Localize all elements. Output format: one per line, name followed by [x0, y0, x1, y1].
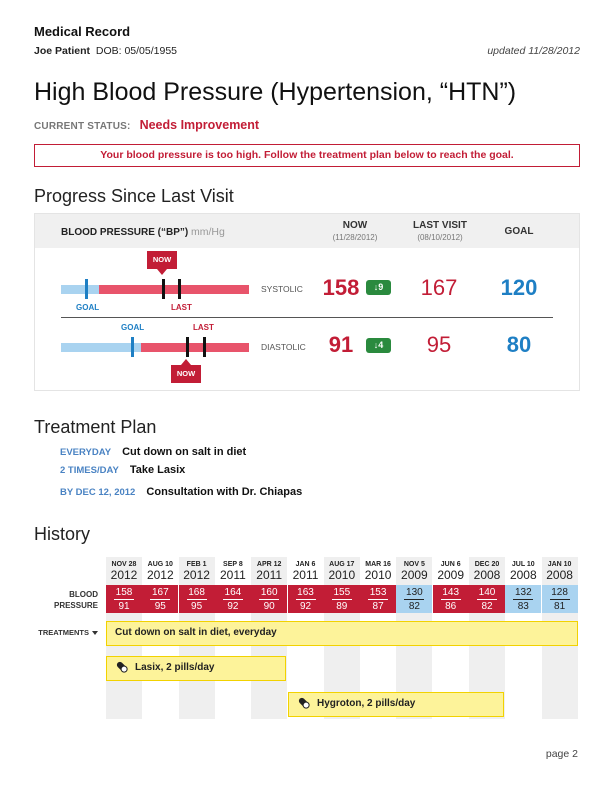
history-date — [324, 561, 360, 582]
systolic-high-range — [99, 285, 249, 294]
col-now — [325, 220, 385, 242]
history-date — [433, 561, 469, 582]
treatment-item — [60, 446, 246, 458]
history-systolic: 130 — [406, 587, 423, 598]
treatment-bar-lasix — [106, 656, 286, 681]
history-systolic: 168 — [188, 587, 205, 598]
status-label: CURRENT STATUS: — [34, 121, 131, 132]
treatments-toggle[interactable] — [34, 628, 98, 637]
page-number: page 2 — [545, 748, 578, 760]
fraction-line — [332, 599, 352, 600]
history-bp-label — [34, 589, 98, 611]
diastolic-goal-tick — [131, 337, 134, 357]
fraction-line — [187, 599, 207, 600]
history-diastolic: 95 — [154, 601, 166, 612]
diastolic-goal-range — [61, 343, 141, 352]
history-bp-label-1: BLOOD — [69, 590, 98, 599]
diastolic-goal-value: 80 — [506, 332, 532, 357]
systolic-change: 9 — [378, 282, 384, 292]
history-systolic: 164 — [224, 587, 242, 598]
history-date — [542, 561, 578, 582]
history-bp-cell — [106, 585, 142, 613]
history-bp-cell — [360, 585, 396, 613]
diastolic-last-text: LAST — [193, 323, 214, 332]
fraction-line — [441, 599, 461, 600]
caret-down-icon — [92, 631, 98, 635]
pill-icon — [297, 696, 311, 710]
systolic-goal-value: 120 — [500, 275, 538, 300]
history-diastolic: 92 — [299, 601, 312, 612]
treatment-bar-label: Hygroton, 2 pills/day — [317, 698, 416, 709]
history-date-day: APR 12 — [256, 561, 282, 568]
diastolic-now-tick — [186, 337, 189, 357]
col-last-label: LAST VISIT — [413, 220, 467, 231]
history-date-day: JUL 10 — [511, 561, 535, 568]
treatments-label: TREATMENTS — [38, 628, 89, 637]
diastolic-last-tick — [203, 337, 206, 357]
history-heading: History — [34, 524, 91, 544]
history-date-day: JAN 10 — [547, 561, 572, 568]
col-last — [407, 220, 473, 242]
history-date-year: 2011 — [219, 568, 246, 582]
history-bp-cell — [179, 585, 215, 613]
history-date — [360, 561, 396, 582]
pill-icon — [115, 660, 129, 674]
updated-date: updated 11/28/2012 — [487, 45, 580, 57]
history-diastolic: 91 — [118, 601, 130, 612]
history-date-year: 2011 — [256, 568, 283, 582]
systolic-now-arrow — [157, 269, 167, 275]
patient-info — [34, 45, 177, 57]
diastolic-label: DIASTOLIC — [261, 342, 306, 352]
history-date-day: SEP 8 — [223, 561, 243, 568]
history-diastolic: 90 — [263, 601, 275, 612]
history-date-day: NOV 5 — [403, 561, 425, 568]
history-date-year: 2008 — [546, 568, 573, 582]
history-date-year: 2012 — [110, 568, 138, 582]
alert-banner: Your blood pressure is too high. Follow the treatment plan below to reach the goal. — [34, 144, 580, 167]
progress-heading: Progress Since Last Visit — [34, 186, 234, 206]
history-date — [142, 561, 178, 582]
history-systolic: 160 — [260, 587, 278, 598]
history-systolic: 163 — [297, 587, 314, 598]
patient-dob: DOB: 05/05/1955 — [95, 45, 178, 57]
history-systolic: 153 — [369, 587, 387, 598]
history-systolic: 140 — [478, 587, 496, 598]
progress-header — [35, 214, 579, 248]
history-diastolic: 87 — [372, 601, 384, 612]
systolic-now-marker: NOW — [147, 251, 177, 269]
history-date — [215, 561, 251, 582]
history-date — [505, 561, 541, 582]
col-now-date: (11/28/2012) — [332, 233, 378, 242]
systolic-last-text: LAST — [171, 303, 192, 312]
history-bp-cell — [251, 585, 287, 613]
systolic-now-value: 158 — [322, 275, 360, 300]
history-diastolic: 81 — [554, 601, 566, 612]
history-bp-cell — [215, 585, 251, 613]
treatment-bar-salt — [106, 621, 578, 646]
progress-panel — [34, 213, 580, 391]
page-title: High Blood Pressure (Hypertension, “HTN”) — [34, 78, 517, 106]
history-systolic: 143 — [442, 587, 460, 598]
history-systolic: 158 — [115, 587, 133, 598]
treatment-what: Consultation with Dr. Chiapas — [146, 486, 303, 498]
systolic-goal-tick — [85, 279, 88, 299]
systolic-change-badge: ↓9 — [366, 280, 391, 295]
history-date — [106, 561, 142, 582]
history-date-year: 2011 — [292, 568, 319, 582]
fraction-line — [223, 599, 243, 600]
fraction-line — [368, 599, 388, 600]
history-date-year: 2008 — [473, 568, 501, 582]
fraction-line — [259, 599, 279, 600]
history-date-year: 2008 — [509, 568, 537, 582]
treatment-when: BY DEC 12, 2012 — [60, 487, 136, 498]
systolic-now-tick — [162, 279, 165, 299]
fraction-line — [404, 599, 424, 600]
doc-title: Medical Record — [34, 24, 131, 39]
treatment-item — [60, 486, 302, 498]
history-date-year: 2012 — [146, 568, 174, 582]
treatment-item — [60, 464, 185, 476]
history-bp-cell — [324, 585, 360, 613]
history-date — [251, 561, 287, 582]
history-bp-cell — [142, 585, 178, 613]
treatment-when: EVERYDAY — [60, 447, 112, 458]
diastolic-goal-text: GOAL — [121, 323, 145, 332]
diastolic-now-value: 91 — [328, 332, 354, 357]
fraction-line — [114, 599, 134, 600]
treatment-when: 2 TIMES/DAY — [60, 465, 119, 476]
history-date-year: 2012 — [183, 568, 210, 582]
col-now-label: NOW — [342, 220, 368, 231]
diastolic-change: 4 — [378, 340, 384, 350]
history-date-day: FEB 1 — [186, 561, 207, 568]
history-diastolic: 92 — [227, 601, 239, 612]
history-bp-cell — [505, 585, 541, 613]
diastolic-now-marker: NOW — [171, 365, 201, 383]
diastolic-change-badge: ↓4 — [366, 338, 391, 353]
systolic-goal-range — [61, 285, 99, 294]
current-status — [34, 118, 259, 132]
history-systolic: 132 — [514, 587, 532, 598]
history-bp-cell — [396, 585, 432, 613]
record-header — [34, 24, 580, 57]
treatment-bar-label: Lasix, 2 pills/day — [135, 662, 215, 673]
history-date-day: NOV 28 — [111, 561, 137, 568]
status-value: Needs Improvement — [139, 118, 260, 132]
systolic-label: SYSTOLIC — [261, 284, 303, 294]
history-systolic: 155 — [333, 587, 351, 598]
bp-label — [61, 226, 225, 238]
history-date-day: AUG 17 — [329, 561, 355, 568]
history-diastolic: 95 — [191, 601, 203, 612]
systolic-last-tick — [178, 279, 181, 299]
history-date — [288, 561, 324, 582]
treatment-bar-hygroton — [288, 692, 504, 717]
history-date-day: DEC 20 — [474, 561, 500, 568]
treatment-what: Cut down on salt in diet — [122, 446, 247, 458]
fraction-line — [150, 599, 170, 600]
patient-name: Joe Patient — [34, 45, 91, 57]
systolic-goal-text: GOAL — [76, 303, 100, 312]
history-date-year: 2009 — [401, 568, 428, 582]
history-date — [396, 561, 432, 582]
fraction-line — [550, 599, 570, 600]
diastolic-last-value: 95 — [426, 332, 452, 357]
history-systolic: 167 — [151, 587, 169, 598]
treatment-bar-label: Cut down on salt in diet, everyday — [115, 627, 277, 638]
history-bp-cell — [433, 585, 469, 613]
col-goal: GOAL — [504, 226, 534, 237]
history-diastolic: 82 — [481, 601, 493, 612]
col-last-date: (08/10/2012) — [417, 233, 463, 242]
history-bp-cell — [469, 585, 505, 613]
history-bp-label-2: PRESSURE — [53, 601, 98, 610]
history-date — [179, 561, 215, 582]
diastolic-high-range — [141, 343, 249, 352]
history-date-year: 2009 — [437, 568, 465, 582]
history-bp-cell — [542, 585, 578, 613]
history-diastolic: 82 — [408, 601, 420, 612]
systolic-last-value: 167 — [420, 275, 458, 300]
fraction-line — [513, 599, 533, 600]
bp-label-text: BLOOD PRESSURE (“BP”) — [61, 227, 189, 238]
history-date-day: JUN 6 — [440, 561, 461, 568]
history-date — [469, 561, 505, 582]
history-date-day: AUG 10 — [147, 561, 173, 568]
history-systolic: 128 — [551, 587, 568, 598]
history-date-year: 2010 — [328, 568, 356, 582]
history-diastolic: 86 — [445, 601, 457, 612]
history-diastolic: 83 — [517, 601, 529, 612]
treatment-heading: Treatment Plan — [34, 417, 157, 437]
bp-unit: mm/Hg — [191, 226, 225, 238]
row-divider — [61, 317, 553, 318]
history-date-year: 2010 — [364, 568, 392, 582]
history-diastolic: 89 — [336, 601, 348, 612]
history-date-day: MAR 16 — [365, 561, 391, 568]
fraction-line — [296, 599, 316, 600]
history-date-day: JAN 6 — [295, 561, 316, 568]
history-bp-cell — [288, 585, 324, 613]
fraction-line — [477, 599, 497, 600]
treatment-what: Take Lasix — [129, 464, 186, 476]
